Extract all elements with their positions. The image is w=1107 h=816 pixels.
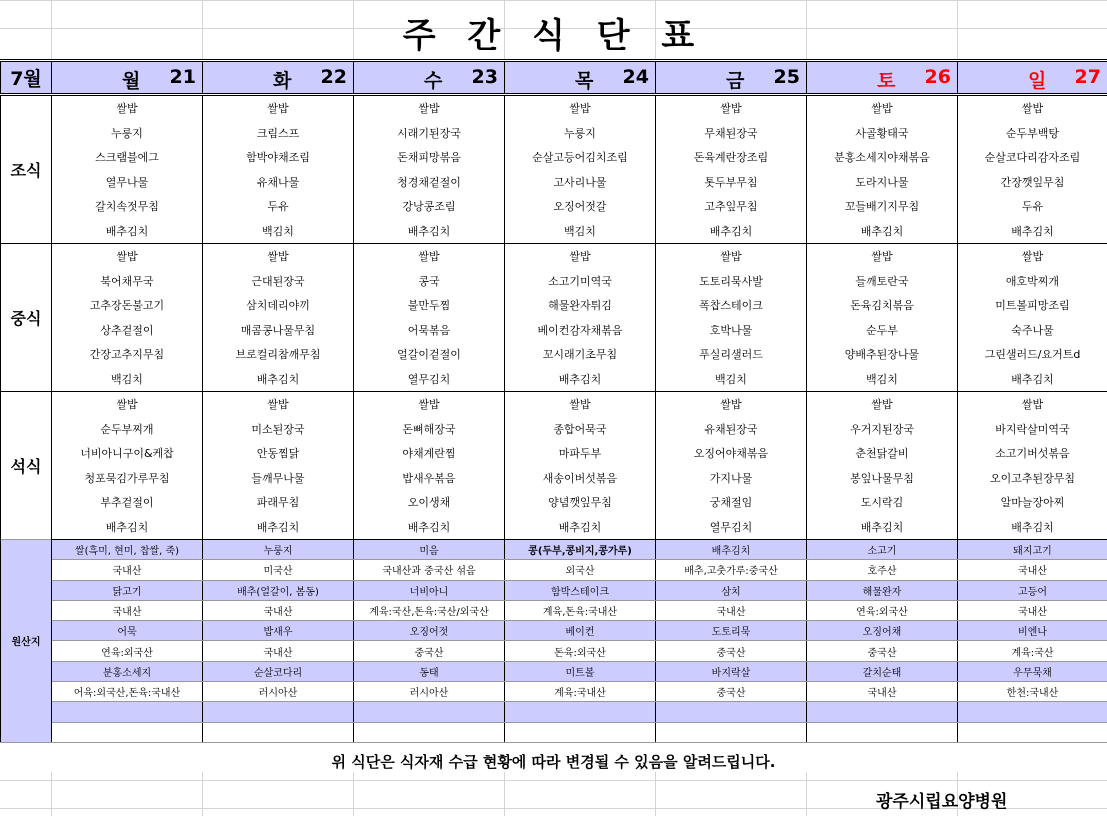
menu-item: 쌀밥 xyxy=(656,95,807,121)
menu-item: 분홍소세지야채볶음 xyxy=(807,145,958,170)
menu-item: 배추김치 xyxy=(656,219,807,244)
origin-item: 배추김치 xyxy=(656,540,807,560)
menu-row xyxy=(1,515,1107,540)
origin-item: 동태 xyxy=(354,661,505,681)
origin-item: 돼지고기 xyxy=(958,540,1107,560)
menu-item: 고추장돈불고기 xyxy=(52,293,203,318)
origin-item: 어묵 xyxy=(52,621,203,641)
menu-item: 쌀밥 xyxy=(505,95,656,121)
menu-item: 매콤콩나물무침 xyxy=(203,318,354,343)
origin-item: 계육:국산 xyxy=(958,641,1107,661)
menu-item: 순두부백탕 xyxy=(958,121,1107,146)
menu-item: 미소된장국 xyxy=(203,417,354,442)
day-header xyxy=(505,61,656,95)
origin-item: 오징어채 xyxy=(807,621,958,641)
menu-item: 소고기미역국 xyxy=(505,269,656,294)
menu-item: 꼬시래기초무침 xyxy=(505,342,656,367)
menu-item: 사골황태국 xyxy=(807,121,958,146)
notice-text: 위 식단은 식자재 수급 현황에 따라 변경될 수 있음을 알려드립니다. xyxy=(331,753,776,771)
menu-row xyxy=(1,342,1107,367)
origin-row xyxy=(1,580,1107,600)
menu-item: 들깨토란국 xyxy=(807,269,958,294)
menu-item: 유채된장국 xyxy=(656,417,807,442)
origin-item: 삼치 xyxy=(656,580,807,600)
menu-item: 백김치 xyxy=(656,367,807,392)
page-title: 주 간 식 단 표 xyxy=(402,16,705,56)
origin-item: 국내산 xyxy=(656,600,807,620)
day-date: 27 xyxy=(1074,66,1101,88)
origin-item: 함박스테이크 xyxy=(505,580,656,600)
month-label: 7월 xyxy=(1,61,52,95)
day-name: 화 xyxy=(273,70,292,92)
menu-item: 간장깻잎무침 xyxy=(958,170,1107,195)
menu-item: 열무김치 xyxy=(354,367,505,392)
day-header xyxy=(354,61,505,95)
menu-item: 강낭콩조림 xyxy=(354,194,505,219)
menu-item: 두유 xyxy=(958,194,1107,219)
day-date: 25 xyxy=(773,66,800,88)
menu-item: 해물완자튀김 xyxy=(505,293,656,318)
origin-item xyxy=(203,722,354,742)
origin-item: 고등어 xyxy=(958,580,1107,600)
day-date: 21 xyxy=(169,66,196,88)
origin-item: 비엔나 xyxy=(958,621,1107,641)
menu-item: 도라지나물 xyxy=(807,170,958,195)
menu-item: 배추김치 xyxy=(807,219,958,244)
menu-item: 쌀밥 xyxy=(52,244,203,269)
origin-item: 닭고기 xyxy=(52,580,203,600)
menu-row xyxy=(1,367,1107,392)
menu-item: 갈치속젓무침 xyxy=(52,194,203,219)
menu-item: 오이생채 xyxy=(354,490,505,515)
weekly-menu-table xyxy=(0,59,1107,743)
origin-item: 외국산 xyxy=(505,560,656,580)
menu-item: 쌀밥 xyxy=(656,392,807,417)
day-header xyxy=(203,61,354,95)
menu-item: 새송이버섯볶음 xyxy=(505,466,656,491)
menu-item: 쌀밥 xyxy=(505,244,656,269)
menu-item: 호박나물 xyxy=(656,318,807,343)
origin-item: 중국산 xyxy=(656,641,807,661)
menu-item: 배추김치 xyxy=(505,367,656,392)
menu-row xyxy=(1,121,1107,146)
menu-item: 유채나물 xyxy=(203,170,354,195)
menu-item: 돈채피망볶음 xyxy=(354,145,505,170)
origin-item: 쌀(흑미, 현미, 찹쌀, 죽) xyxy=(52,540,203,560)
menu-item: 쌀밥 xyxy=(203,95,354,121)
origin-row xyxy=(1,560,1107,580)
menu-row xyxy=(1,244,1107,269)
day-name: 수 xyxy=(424,70,443,92)
origin-row xyxy=(1,702,1107,722)
origin-item: 계육:국내산 xyxy=(505,682,656,702)
menu-row xyxy=(1,293,1107,318)
menu-item: 바지락살미역국 xyxy=(958,417,1107,442)
day-header xyxy=(656,61,807,95)
menu-item: 쌀밥 xyxy=(52,392,203,417)
menu-item: 봉잎나물무침 xyxy=(807,466,958,491)
menu-item: 우거지된장국 xyxy=(807,417,958,442)
origin-item xyxy=(958,702,1107,722)
menu-item: 크림스프 xyxy=(203,121,354,146)
origin-item xyxy=(354,702,505,722)
menu-item: 쌀밥 xyxy=(656,244,807,269)
origin-item: 누룽지 xyxy=(203,540,354,560)
menu-item: 춘천닭갈비 xyxy=(807,441,958,466)
origin-item xyxy=(958,722,1107,742)
origin-row xyxy=(1,600,1107,620)
day-header xyxy=(52,61,203,95)
menu-item: 톳두부무침 xyxy=(656,170,807,195)
menu-item: 간장고추지무침 xyxy=(52,342,203,367)
menu-item: 들깨무나물 xyxy=(203,466,354,491)
origin-item: 도토리묵 xyxy=(656,621,807,641)
menu-item: 순살코다리감자조림 xyxy=(958,145,1107,170)
menu-item: 베이컨감자채볶음 xyxy=(505,318,656,343)
day-header xyxy=(958,61,1107,95)
menu-item: 도시락김 xyxy=(807,490,958,515)
menu-item: 삼치데리야끼 xyxy=(203,293,354,318)
meal-label: 조식 xyxy=(1,95,52,244)
menu-item: 안동찜닭 xyxy=(203,441,354,466)
origin-item xyxy=(52,702,203,722)
menu-item: 숙주나물 xyxy=(958,318,1107,343)
origin-item: 배추(얼갈이, 봄동) xyxy=(203,580,354,600)
menu-row xyxy=(1,219,1107,244)
menu-row xyxy=(1,269,1107,294)
origin-item: 베이컨 xyxy=(505,621,656,641)
origin-item xyxy=(203,702,354,722)
origin-row xyxy=(1,722,1107,742)
menu-item: 쌀밥 xyxy=(354,95,505,121)
menu-item: 양배추된장나물 xyxy=(807,342,958,367)
menu-item: 백김치 xyxy=(203,219,354,244)
menu-item: 청경채겉절이 xyxy=(354,170,505,195)
menu-item: 배추김치 xyxy=(354,515,505,540)
menu-item: 쌀밥 xyxy=(958,95,1107,121)
menu-item: 마파두부 xyxy=(505,441,656,466)
menu-item: 배추김치 xyxy=(203,515,354,540)
menu-item: 배추김치 xyxy=(354,219,505,244)
meal-label: 석식 xyxy=(1,392,52,540)
menu-item: 쌀밥 xyxy=(807,95,958,121)
origin-item: 돈육:외국산 xyxy=(505,641,656,661)
origin-item: 배추,고춧가루:중국산 xyxy=(656,560,807,580)
menu-item: 얼갈이겉절이 xyxy=(354,342,505,367)
menu-row xyxy=(1,441,1107,466)
menu-item: 어묵볶음 xyxy=(354,318,505,343)
day-date: 22 xyxy=(320,66,347,88)
origin-row xyxy=(1,682,1107,702)
menu-item: 백김치 xyxy=(52,367,203,392)
hospital-name: 광주시립요양병원 xyxy=(876,792,1008,812)
menu-item: 근대된장국 xyxy=(203,269,354,294)
menu-item: 두유 xyxy=(203,194,354,219)
menu-item: 청포묵김가루무침 xyxy=(52,466,203,491)
origin-item xyxy=(505,702,656,722)
menu-item: 폭찹스테이크 xyxy=(656,293,807,318)
origin-item xyxy=(656,702,807,722)
menu-item: 배추김치 xyxy=(807,515,958,540)
menu-item: 양념깻잎무침 xyxy=(505,490,656,515)
menu-row xyxy=(1,417,1107,442)
menu-item: 쌀밥 xyxy=(203,392,354,417)
menu-item: 순두부찌개 xyxy=(52,417,203,442)
menu-row xyxy=(1,194,1107,219)
menu-item: 쌀밥 xyxy=(505,392,656,417)
menu-item: 오징어젓갈 xyxy=(505,194,656,219)
menu-item: 배추김치 xyxy=(958,367,1107,392)
origin-item: 국내산 xyxy=(52,600,203,620)
origin-item: 중국산 xyxy=(807,641,958,661)
menu-item: 그린샐러드/요거트d xyxy=(958,342,1107,367)
menu-item: 밥새우볶음 xyxy=(354,466,505,491)
menu-item: 쌀밥 xyxy=(807,392,958,417)
origin-item xyxy=(52,722,203,742)
menu-item: 브로컬리참깨무침 xyxy=(203,342,354,367)
origin-item: 국내산 xyxy=(52,560,203,580)
origin-item: 중국산 xyxy=(656,682,807,702)
origin-item xyxy=(807,722,958,742)
origin-item: 중국산 xyxy=(354,641,505,661)
origin-item: 국내산 xyxy=(203,641,354,661)
origin-item: 분홍소세지 xyxy=(52,661,203,681)
origin-item: 미국산 xyxy=(203,560,354,580)
origin-item: 국내산 xyxy=(958,560,1107,580)
menu-item: 야채계란찜 xyxy=(354,441,505,466)
origin-item xyxy=(354,722,505,742)
origin-item xyxy=(505,722,656,742)
menu-item: 열무나물 xyxy=(52,170,203,195)
menu-item: 함박야채조림 xyxy=(203,145,354,170)
origin-item: 우무묵채 xyxy=(958,661,1107,681)
day-header xyxy=(807,61,958,95)
menu-item: 쌀밥 xyxy=(354,392,505,417)
menu-item: 무채된장국 xyxy=(656,121,807,146)
menu-row xyxy=(1,392,1107,417)
origin-row xyxy=(1,621,1107,641)
day-name: 일 xyxy=(1028,70,1047,92)
origin-row xyxy=(1,540,1107,560)
menu-item: 돈뼈해장국 xyxy=(354,417,505,442)
day-date: 24 xyxy=(622,66,649,88)
origin-item: 국내산 xyxy=(807,682,958,702)
menu-item: 쌀밥 xyxy=(958,244,1107,269)
menu-item: 백김치 xyxy=(505,219,656,244)
menu-item: 애호박찌개 xyxy=(958,269,1107,294)
origin-item: 연육:외국산 xyxy=(807,600,958,620)
origin-item: 계육:국산,돈육:국산/외국산 xyxy=(354,600,505,620)
origin-item: 소고기 xyxy=(807,540,958,560)
origin-row xyxy=(1,641,1107,661)
origin-item: 어육:외국산,돈육:국내산 xyxy=(52,682,203,702)
origin-item: 미트볼 xyxy=(505,661,656,681)
menu-item: 고추잎무침 xyxy=(656,194,807,219)
origin-item: 호주산 xyxy=(807,560,958,580)
menu-item: 궁채절임 xyxy=(656,490,807,515)
menu-item: 너비아니구이&케찹 xyxy=(52,441,203,466)
day-date: 26 xyxy=(924,66,951,88)
origin-item: 계육,돈육:국내산 xyxy=(505,600,656,620)
menu-item: 스크램블에그 xyxy=(52,145,203,170)
menu-item: 쌀밥 xyxy=(807,244,958,269)
menu-item: 푸실리샐러드 xyxy=(656,342,807,367)
menu-item: 콩국 xyxy=(354,269,505,294)
menu-item: 배추김치 xyxy=(52,219,203,244)
menu-item: 배추김치 xyxy=(203,367,354,392)
origin-item: 러시아산 xyxy=(354,682,505,702)
menu-item: 배추김치 xyxy=(505,515,656,540)
menu-item: 배추김치 xyxy=(958,515,1107,540)
origin-item: 러시아산 xyxy=(203,682,354,702)
menu-item: 미트볼피망조림 xyxy=(958,293,1107,318)
origin-label: 원산지 xyxy=(1,540,52,743)
menu-item: 종합어묵국 xyxy=(505,417,656,442)
menu-item: 북어채무국 xyxy=(52,269,203,294)
menu-item: 쌀밥 xyxy=(354,244,505,269)
menu-row xyxy=(1,95,1107,121)
origin-item: 국내산과 중국산 섞음 xyxy=(354,560,505,580)
origin-item: 밥새우 xyxy=(203,621,354,641)
menu-item: 순두부 xyxy=(807,318,958,343)
origin-item: 너비아니 xyxy=(354,580,505,600)
day-name: 금 xyxy=(726,70,745,92)
menu-item: 누룽지 xyxy=(52,121,203,146)
menu-item: 파래무침 xyxy=(203,490,354,515)
day-header-row xyxy=(1,61,1107,95)
menu-item: 꼬들배기지무침 xyxy=(807,194,958,219)
day-name: 월 xyxy=(122,70,141,92)
menu-row xyxy=(1,490,1107,515)
day-name: 토 xyxy=(877,70,896,92)
menu-item: 백김치 xyxy=(807,367,958,392)
menu-item: 배추김치 xyxy=(52,515,203,540)
menu-item: 도토리묵사발 xyxy=(656,269,807,294)
origin-item: 미음 xyxy=(354,540,505,560)
menu-item: 부추겉절이 xyxy=(52,490,203,515)
menu-row xyxy=(1,170,1107,195)
menu-item: 배추김치 xyxy=(958,219,1107,244)
origin-row xyxy=(1,661,1107,681)
menu-item: 쌀밥 xyxy=(958,392,1107,417)
origin-item xyxy=(807,702,958,722)
menu-item: 누룽지 xyxy=(505,121,656,146)
day-name: 목 xyxy=(575,70,594,92)
menu-item: 오이고추된장무침 xyxy=(958,466,1107,491)
menu-item: 소고기버섯볶음 xyxy=(958,441,1107,466)
menu-item: 돈육계란장조림 xyxy=(656,145,807,170)
origin-item: 국내산 xyxy=(203,600,354,620)
origin-item: 해물완자 xyxy=(807,580,958,600)
menu-item: 쌀밥 xyxy=(203,244,354,269)
meal-label: 중식 xyxy=(1,244,52,392)
origin-item: 국내산 xyxy=(958,600,1107,620)
origin-item: 바지락살 xyxy=(656,661,807,681)
menu-item: 고사리나물 xyxy=(505,170,656,195)
origin-item: 오징어젓 xyxy=(354,621,505,641)
origin-item: 갈치순태 xyxy=(807,661,958,681)
origin-item: 순살코다리 xyxy=(203,661,354,681)
menu-item: 알마늘장아찌 xyxy=(958,490,1107,515)
origin-item: 한천:국내산 xyxy=(958,682,1107,702)
menu-row xyxy=(1,145,1107,170)
menu-item: 불만두찜 xyxy=(354,293,505,318)
menu-item: 상추겉절이 xyxy=(52,318,203,343)
menu-item: 시래기된장국 xyxy=(354,121,505,146)
origin-item: 콩(두부,콩비지,콩가루) xyxy=(505,540,656,560)
menu-item: 순살고등어김치조림 xyxy=(505,145,656,170)
menu-item: 가지나물 xyxy=(656,466,807,491)
menu-item: 열무김치 xyxy=(656,515,807,540)
day-date: 23 xyxy=(471,66,498,88)
menu-item: 쌀밥 xyxy=(52,95,203,121)
menu-item: 오징어야채볶음 xyxy=(656,441,807,466)
origin-item: 연육:외국산 xyxy=(52,641,203,661)
menu-row xyxy=(1,318,1107,343)
menu-row xyxy=(1,466,1107,491)
origin-item xyxy=(656,722,807,742)
menu-item: 돈육김치볶음 xyxy=(807,293,958,318)
